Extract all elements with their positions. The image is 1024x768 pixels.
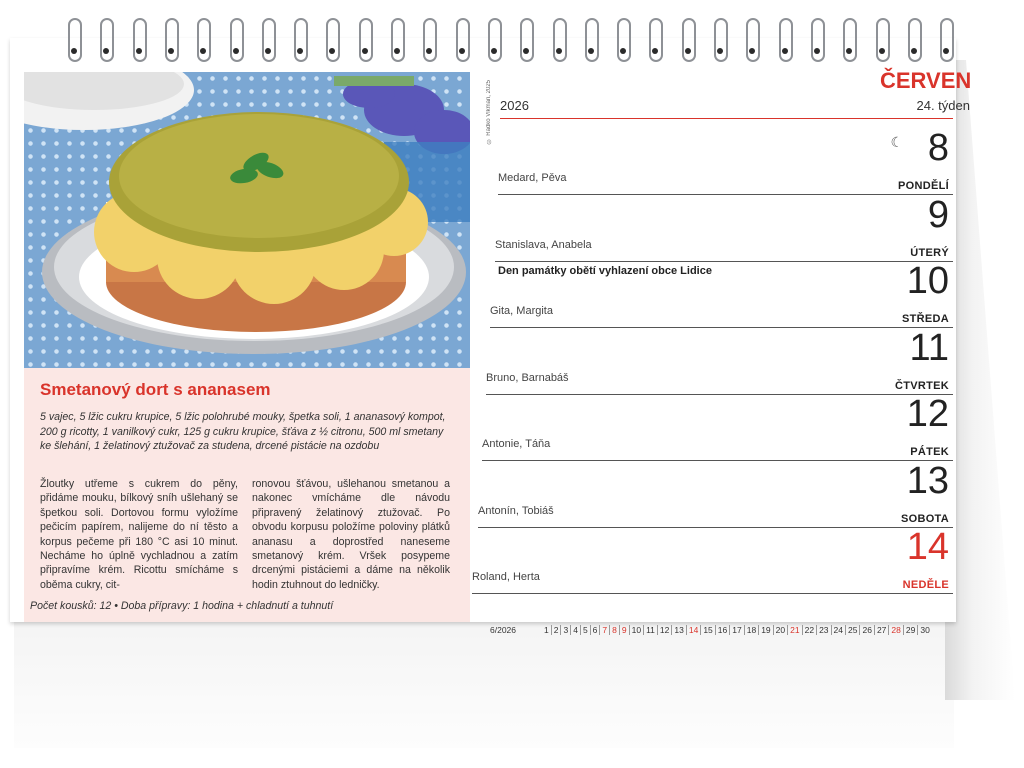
strip-day: 10 (630, 625, 644, 635)
spiral-ring (940, 18, 954, 60)
weekday-label: STŘEDA (901, 313, 949, 325)
spiral-ring (68, 18, 82, 60)
strip-day: 28 (889, 625, 903, 635)
photo-credit: © Radko Vlkman, 2025 (486, 80, 492, 144)
spiral-ring (779, 18, 793, 60)
recipe-ingredients: 5 vajec, 5 lžic cukru krupice, 5 lžic polohrubé mouky, špetka soli, 1 ananasový kompot, 200 g ricotty, 1 vanilkový cukr, 125 g cukru krupice, šťáva z ½ citronu, 500 ml smetany ke šlehání, 1 želatinový ztužovač za studena, drcené pistácie na ozdobu (40, 411, 446, 452)
spiral-ring (520, 18, 534, 60)
spiral-ring (585, 18, 599, 60)
strip-day: 4 (571, 625, 581, 635)
calendar-stand (14, 618, 954, 748)
strip-day: 29 (904, 625, 918, 635)
spiral-ring (876, 18, 890, 60)
cake-illustration (24, 72, 470, 368)
day-divider (472, 593, 953, 594)
strip-day: 21 (788, 625, 802, 635)
day-number: 13 (906, 460, 949, 502)
name-day: Gita, Margita (490, 305, 553, 317)
name-day: Bruno, Barnabáš (486, 372, 569, 384)
header-divider (500, 118, 953, 119)
spiral-ring (843, 18, 857, 60)
weekday-label: ČTVRTEK (894, 380, 949, 392)
day-row (482, 392, 953, 458)
moon-phase-icon: ☾ (890, 134, 903, 150)
strip-day: 23 (817, 625, 831, 635)
strip-day: 2 (552, 625, 562, 635)
spiral-ring (423, 18, 437, 60)
spiral-ring (133, 18, 147, 60)
spiral-ring (197, 18, 211, 60)
week-label: 24. týden (916, 98, 970, 113)
name-day: Roland, Herta (472, 571, 540, 583)
spiral-ring (326, 18, 340, 60)
spiral-ring (294, 18, 308, 60)
strip-day: 24 (832, 625, 846, 635)
strip-day: 9 (620, 625, 630, 635)
name-day: Antonie, Táňa (482, 438, 551, 450)
strip-day: 13 (672, 625, 686, 635)
strip-day: 20 (774, 625, 788, 635)
day-number: 11 (909, 327, 949, 369)
spiral-ring (359, 18, 373, 60)
spiral-ring (100, 18, 114, 60)
day-row (495, 193, 953, 259)
month-title: ČERVEN (880, 68, 972, 93)
strip-day: 25 (846, 625, 860, 635)
day-number: 9 (927, 194, 949, 236)
strip-day: 11 (644, 625, 658, 635)
recipe-footer: Počet kousků: 12 • Doba přípravy: 1 hodina + chladnutí a tuhnutí (30, 600, 334, 612)
strip-day: 14 (687, 625, 701, 635)
day-number: 8 (927, 127, 949, 169)
spiral-ring (391, 18, 405, 60)
day-row (486, 326, 953, 392)
weekday-label: PÁTEK (910, 446, 949, 458)
strip-day: 18 (745, 625, 759, 635)
day-number: 14 (906, 526, 949, 568)
strip-day: 17 (730, 625, 744, 635)
year-label: 2026 (500, 98, 529, 113)
spiral-ring (230, 18, 244, 60)
strip-day: 16 (716, 625, 730, 635)
weekday-label: NEDĚLE (902, 579, 949, 591)
weekday-label: SOBOTA (900, 513, 949, 525)
day-note: Den památky obětí vyhlazení obce Lidice (498, 265, 712, 277)
day-row (490, 259, 953, 325)
month-strip-label: 6/2026 (490, 625, 516, 635)
spiral-binding (68, 18, 968, 62)
strip-day: 15 (701, 625, 715, 635)
spiral-ring (262, 18, 276, 60)
strip-day: 6 (591, 625, 601, 635)
day-number: 12 (906, 393, 949, 435)
spiral-ring (746, 18, 760, 60)
strip-day: 5 (581, 625, 591, 635)
recipe-title: Smetanový dort s ananasem (40, 380, 271, 399)
name-day: Antonín, Tobiáš (478, 505, 554, 517)
spiral-ring (811, 18, 825, 60)
day-row (498, 126, 953, 192)
weekday-label: PONDĚLÍ (898, 180, 949, 192)
day-number: 10 (906, 260, 949, 302)
weekday-label: ÚTERÝ (910, 247, 949, 259)
calendar-sheet (10, 38, 972, 635)
spiral-ring (908, 18, 922, 60)
strip-day: 26 (860, 625, 874, 635)
strip-day: 1 (542, 625, 552, 635)
spiral-ring (553, 18, 567, 60)
recipe-instructions-1: Žloutky utřeme s cukrem do pěny, přidáme mouku, bílkový sníh ušlehaný se špetkou soli. Dortovou formu vyložíme pečicím papírem, nalijeme do ní těsto a korpus pečeme při 180 °C asi 10 minut. Necháme ho úplně vychladnou a zatím připravíme krém. Ricottu smícháme s oběma cukry, cit- (40, 478, 238, 591)
spiral-ring (456, 18, 470, 60)
spiral-ring (165, 18, 179, 60)
strip-day: 12 (658, 625, 672, 635)
spiral-ring (682, 18, 696, 60)
name-day: Medard, Pěva (498, 172, 567, 184)
spiral-ring (649, 18, 663, 60)
recipe-instructions-2: ronovou šťávou, ušlehanou smetanou a nakonec vmícháme dle návodu připravený želatinový ztužovač. Po obvodu korpusu položíme poloviny plátků ananasu a doprostřed naneseme smetanový krém. Vršek posypeme drcenými pistáciemi a dáme na několik hodin ztuhnout do ledničky. (252, 478, 450, 591)
strip-day: 8 (610, 625, 620, 635)
strip-day: 27 (875, 625, 889, 635)
strip-day: 19 (759, 625, 773, 635)
strip-day: 7 (600, 625, 610, 635)
day-row (478, 459, 953, 525)
spiral-ring (714, 18, 728, 60)
strip-day: 3 (561, 625, 571, 635)
cake-photo (24, 72, 470, 368)
spiral-ring (488, 18, 502, 60)
day-row (472, 525, 953, 591)
recipe-box (24, 368, 470, 622)
strip-day: 30 (920, 625, 930, 635)
name-day: Stanislava, Anabela (495, 239, 592, 251)
spiral-ring (617, 18, 631, 60)
month-strip (490, 623, 932, 637)
strip-day: 22 (803, 625, 817, 635)
